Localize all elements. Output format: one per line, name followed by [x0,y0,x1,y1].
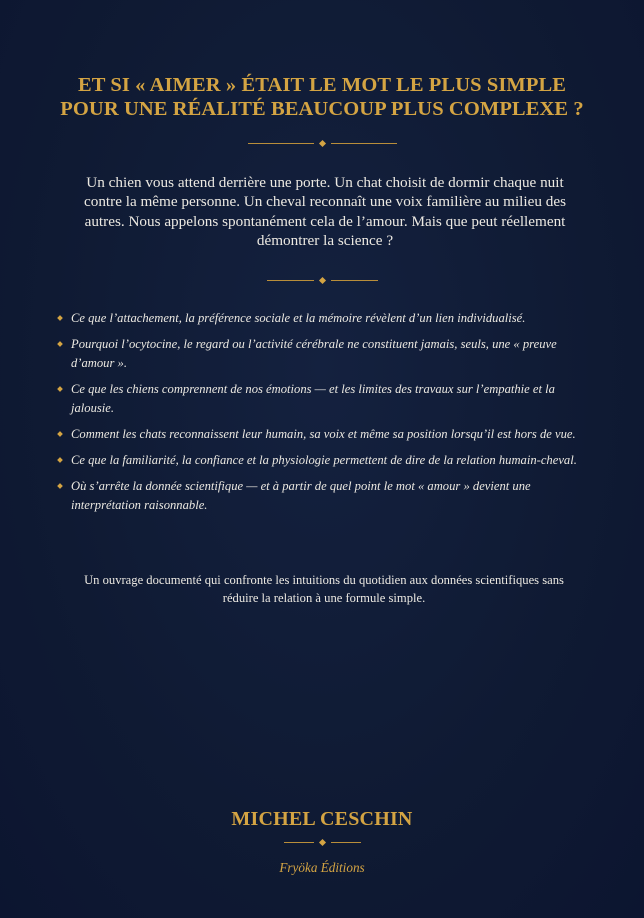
diamond-icon [318,838,325,845]
diamond-bullet-icon [57,341,63,347]
intro-paragraph: Un chien vous attend derrière une porte. Un chat choisit de dormir chaque nuit contre la même personne. Un cheval reconnaît une voix familière au milieu des autres. Nous appelons spontanément cela de l’amour. Mais que peut réellement démontrer la science ? [83,174,567,250]
divider-line-left [248,143,314,144]
divider-line-right [331,143,397,144]
diamond-icon [318,139,325,146]
list-item-text: Ce que les chiens comprennent de nos émotions — et les limites des travaux sur l’empathie et la jalousie. [71,382,555,415]
ornament-divider-bottom [0,837,644,847]
key-points-list [58,309,588,522]
diamond-bullet-icon [57,431,63,437]
headline-line-2: POUR UNE RÉALITÉ BEAUCOUP PLUS COMPLEXE ? [60,98,584,120]
divider-line-right [331,280,378,281]
diamond-bullet-icon [57,386,63,392]
list-item-text: Ce que l’attachement, la préférence sociale et la mémoire révèlent d’un lien individualisé. [71,311,526,325]
diamond-bullet-icon [57,457,63,463]
diamond-bullet-icon [57,483,63,489]
publisher-name: Fryöka Éditions [279,860,365,875]
list-item-text: Comment les chats reconnaissent leur humain, sa voix et même sa position lorsqu’il est hors de vue. [71,427,576,441]
list-item [58,335,588,373]
diamond-bullet-icon [57,315,63,321]
ornament-divider-top [0,138,644,148]
list-item [58,451,588,470]
list-item [58,309,588,328]
list-item [58,380,588,418]
list-item [58,477,588,515]
ornament-divider-middle [0,275,644,285]
closing-paragraph: Un ouvrage documenté qui confronte les intuitions du quotidien aux données scientifiques sans réduire la relation à une formule simple. [84,573,564,605]
headline-line-1: ET SI « AIMER » ÉTAIT LE MOT LE PLUS SIMPLE [77,74,567,96]
author-name: MICHEL CESCHIN [231,808,413,830]
list-item-text: Ce que la familiarité, la confiance et la physiologie permettent de dire de la relation humain-cheval. [71,453,577,467]
list-item [58,425,588,444]
diamond-icon [318,276,325,283]
list-item-text: Pourquoi l’ocytocine, le regard ou l’activité cérébrale ne constituent jamais, seuls, une « preuve d’amour ». [71,337,557,370]
divider-line-left [284,842,314,843]
cover-headline [20,73,624,121]
divider-line-left [267,280,314,281]
divider-line-right [331,842,361,843]
list-item-text: Où s’arrête la donnée scientifique — et à partir de quel point le mot « amour » devient une interprétation raisonnable. [71,479,531,512]
